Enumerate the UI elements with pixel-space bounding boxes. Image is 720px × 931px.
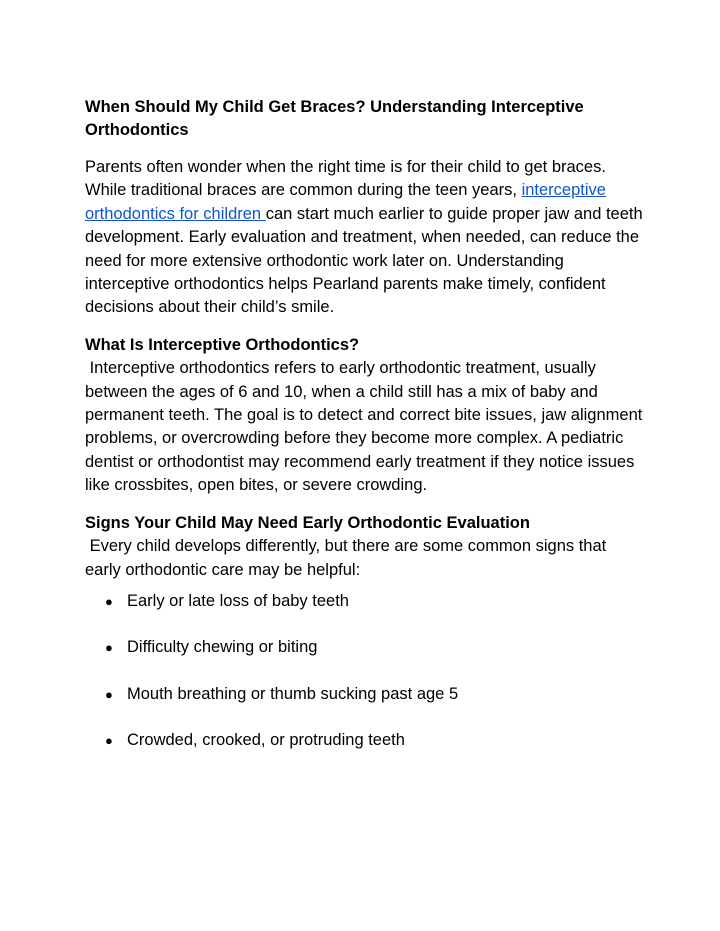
bullet-icon: ● (105, 733, 113, 749)
bullet-icon: ● (105, 686, 113, 702)
list-item-text: Difficulty chewing or biting (127, 638, 318, 657)
section-signs (85, 512, 645, 582)
list-item (85, 590, 645, 613)
list-item-text: Early or late loss of baby teeth (127, 591, 349, 610)
list-item (85, 729, 645, 752)
section-what-is (85, 334, 645, 498)
list-item-text: Crowded, crooked, or protruding teeth (127, 731, 405, 750)
signs-bullet-list (85, 590, 645, 753)
list-item (85, 636, 645, 659)
bullet-icon: ● (105, 640, 113, 656)
intro-text-after-link: can start much earlier to guide proper jaw and teeth development. Early evaluation and treatment, when needed, can reduce the need for more extensive orthodontic work later on. Understanding interceptive orthodontics helps Pearland parents make timely, confident decisions about their child’s smile. (85, 204, 643, 317)
list-item (85, 683, 645, 706)
section-heading-signs: Signs Your Child May Need Early Orthodontic Evaluation (85, 513, 530, 532)
intro-text-before-link: Parents often wonder when the right time is for their child to get braces. While traditional braces are common during the teen years, (85, 158, 606, 200)
intro-paragraph (85, 156, 645, 320)
bullet-icon: ● (105, 593, 113, 609)
section-body-what-is: Interceptive orthodontics refers to early orthodontic treatment, usually between the ages of 6 and 10, when a child still has a mix of baby and permanent teeth. The goal is to detect and correct bite issues, jaw alignment problems, or overcrowding before they become more complex. A pediatric dentist or orthodontist may recommend early treatment if they notice issues like crossbites, open bites, or severe crowding. (85, 359, 647, 495)
interceptive-orthodontics-link[interactable]: interceptive orthodontics for children (85, 181, 606, 223)
list-item-text: Mouth breathing or thumb sucking past age 5 (127, 684, 459, 703)
page-title: When Should My Child Get Braces? Understanding Interceptive Orthodontics (85, 98, 584, 139)
section-heading-what-is: What Is Interceptive Orthodontics? (85, 335, 360, 354)
document-page (85, 96, 645, 776)
section-body-signs: Every child develops differently, but there are some common signs that early orthodontic care may be helpful: (85, 537, 611, 579)
